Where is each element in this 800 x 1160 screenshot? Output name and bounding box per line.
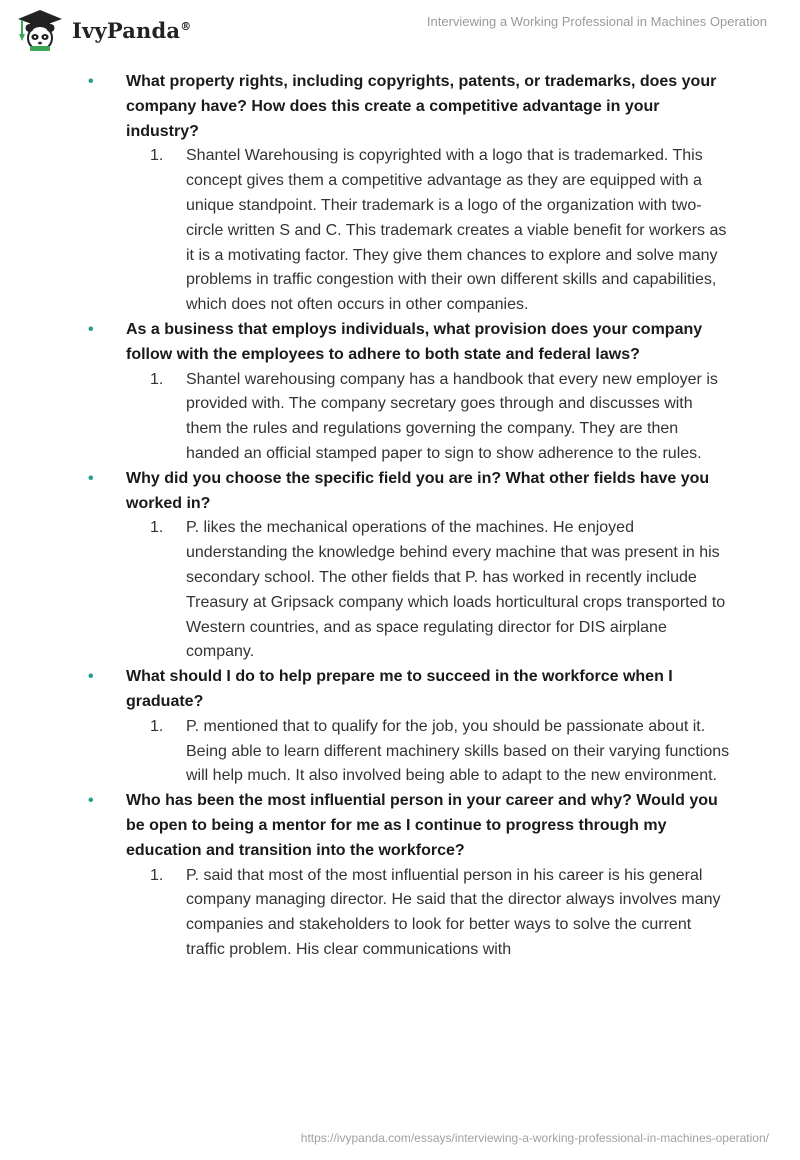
source-url-link[interactable]: https://ivypanda.com/essays/interviewing-a-working-professional-in-machines-operation/	[300, 1131, 769, 1145]
document-body	[0, 70, 800, 963]
answer-number: 1.	[150, 370, 164, 388]
brand-name: IvyPanda®	[72, 17, 192, 43]
qa-item	[0, 318, 800, 467]
qa-item	[0, 665, 800, 789]
answer-text: 1. Shantel Warehousing is copyrighted with a logo that is trademarked. This concept gives them a competitive advantage as they are equipped with a unique standpoint. Their trademark is a logo of the organization with two-circle written S and C. This trademark creates a viable benefit for workers as it is a motivating factor. They give them chances to explore and solve many problems in traffic congestion with their own different skills and capabilities, which does not often occurs in other companies.	[0, 144, 800, 318]
page-header	[0, 0, 800, 60]
question-text: • Who has been the most influential person in your career and why? Would you be open to being a mentor for me as I continue to progress through my education and transition into the workforce?	[0, 789, 800, 863]
qa-item	[0, 467, 800, 665]
answer-number: 1.	[150, 519, 164, 537]
question-text: • What property rights, including copyrights, patents, or trademarks, does your company have? How does this create a competitive advantage in your industry?	[0, 70, 800, 144]
question-text: • What should I do to help prepare me to succeed in the workforce when I graduate?	[0, 665, 800, 715]
bullet-icon: •	[88, 73, 94, 90]
answer-number: 1.	[150, 717, 164, 735]
panda-graduate-icon	[14, 8, 66, 52]
answer-number: 1.	[150, 147, 164, 165]
answer-number: 1.	[150, 866, 164, 884]
bullet-icon: •	[88, 668, 94, 686]
answer-text: 1. P. likes the mechanical operations of the machines. He enjoyed understanding the knowledge behind every machine that was present in his secondary school. The other fields that P. has worked in recently include Treasury at Gripsack company which loads horticultural crops transported to Western countries, and as space regulating director for DIS airplane company.	[0, 516, 800, 665]
brand-logo[interactable]	[14, 8, 191, 52]
bullet-icon: •	[88, 469, 94, 487]
answer-text: 1. P. mentioned that to qualify for the job, you should be passionate about it. Being able to learn different machinery skills based on their varying functions will help much. It also involved being able to adapt to the new environment.	[0, 715, 800, 789]
document-title: Interviewing a Working Professional in Machines Operation	[426, 14, 767, 29]
bullet-icon: •	[88, 792, 94, 810]
question-text: • Why did you choose the specific field you are in? What other fields have you worked in?	[0, 467, 800, 517]
question-text: • As a business that employs individuals, what provision does your company follow with the employees to adhere to both state and federal laws?	[0, 318, 800, 368]
bullet-icon: •	[88, 320, 94, 338]
qa-item	[0, 789, 800, 963]
answer-text: 1. P. said that most of the most influential person in his career is his general company managing director. He said that the director always involves many companies and stakeholders to look for better ways to solve the current traffic problem. His clear communications with	[0, 864, 800, 963]
qa-item	[0, 70, 800, 318]
answer-text: 1. Shantel warehousing company has a handbook that every new employer is provided with. The company secretary goes through and discusses with them the rules and regulations governing the company. They are then handed an official stamped paper to sign to show adherence to the rules.	[0, 368, 800, 467]
